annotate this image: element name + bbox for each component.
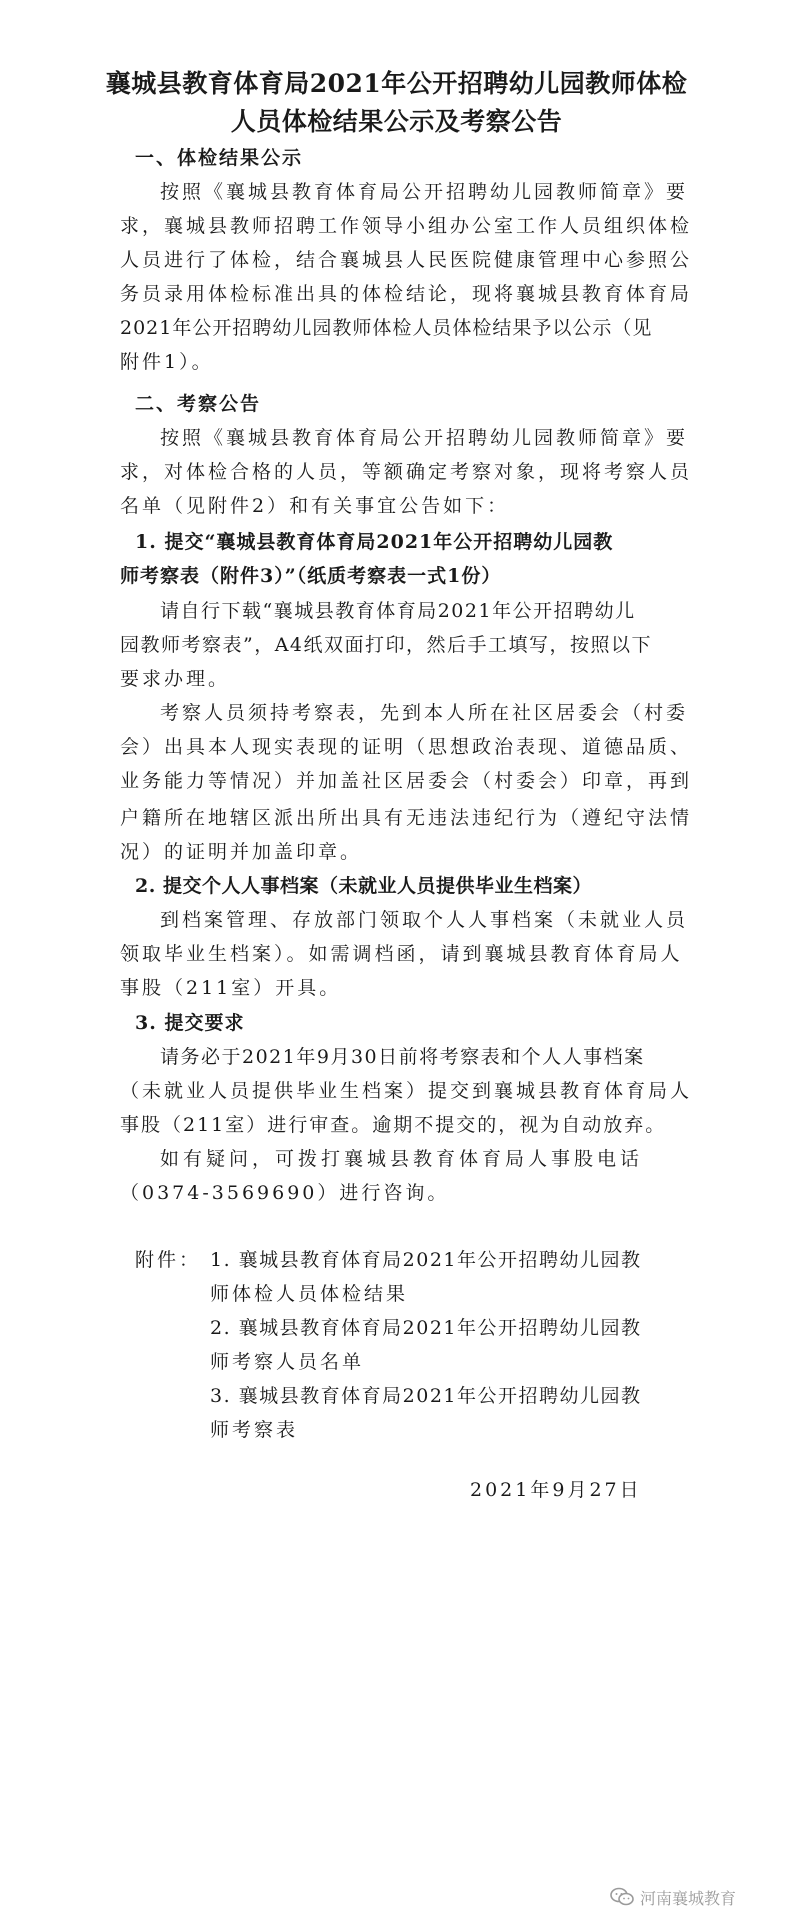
- attachment-item-3: 3. 襄城县教育体育局2021年公开招聘幼儿园教: [210, 1385, 642, 1407]
- section-1-line: 求，襄城县教师招聘工作领导小组办公室工作人员组织体检: [120, 215, 693, 237]
- watermark: [610, 1882, 736, 1912]
- attachment-item-1: 1. 襄城县教育体育局2021年公开招聘幼儿园教: [210, 1249, 642, 1271]
- item-1-paragraph-2-line: 会）出具本人现实表现的证明（思想政治表现、道德品质、: [120, 736, 693, 758]
- document-date: 2021年9月27日: [470, 1479, 642, 1501]
- section-2-intro-line: 名单（见附件2）和有关事宜公告如下：: [120, 495, 510, 517]
- item-1-paragraph-2-line: 业务能力等情况）并加盖社区居委会（村委会）印章，再到: [120, 770, 693, 792]
- wechat-icon: [610, 1887, 634, 1907]
- item-1-paragraph-1-line: 要求办理。: [120, 668, 231, 690]
- attachment-item-2: 师考察人员名单: [210, 1351, 365, 1373]
- item-2-paragraph-line: 领取毕业生档案）。如需调档函，请到襄城县教育体育局人: [120, 943, 683, 965]
- item-1-paragraph-2-line: 户籍所在地辖区派出所出具有无违法违纪行为（遵纪守法情: [120, 807, 693, 829]
- item-2-heading: 2. 提交个人人事档案（未就业人员提供毕业生档案）: [135, 875, 592, 897]
- item-1-heading: 1. 提交“襄城县教育体育局2021年公开招聘幼儿园教: [135, 531, 614, 553]
- item-1-paragraph-2-line: 考察人员须持考察表，先到本人所在社区居委会（村委: [160, 702, 689, 724]
- item-1-paragraph-1-line: 园教师考察表”，A4纸双面打印，然后手工填写，按照以下: [120, 634, 653, 656]
- document-title-line-1: 襄城县教育体育局2021年公开招聘幼儿园教师体检: [105, 69, 688, 98]
- attachment-item-2: 2. 襄城县教育体育局2021年公开招聘幼儿园教: [210, 1317, 642, 1339]
- item-2-paragraph-line: 到档案管理、存放部门领取个人人事档案（未就业人员: [160, 909, 689, 931]
- attachment-item-1: 师体检人员体检结果: [210, 1283, 409, 1305]
- item-3-paragraph-line: （未就业人员提供毕业生档案）提交到襄城县教育体育局人: [120, 1080, 693, 1102]
- item-1-heading: 师考察表（附件3）”（纸质考察表一式1份）: [120, 565, 502, 587]
- section-1-line: 务员录用体检标准出具的体检结论，现将襄城县教育体育局: [120, 283, 693, 305]
- item-1-paragraph-2-line: 况）的证明并加盖印章。: [120, 841, 363, 863]
- item-1-paragraph-1-line: 请自行下载“襄城县教育体育局2021年公开招聘幼儿: [160, 600, 636, 622]
- section-1-line: 2021年公开招聘幼儿园教师体检人员体检结果予以公示（见: [120, 317, 653, 339]
- item-3-heading: 3. 提交要求: [135, 1012, 245, 1034]
- contact-line: 如有疑问，可拨打襄城县教育体育局人事股电话: [160, 1148, 644, 1170]
- attachment-item-3: 师考察表: [210, 1419, 299, 1441]
- watermark-text: 河南襄城教育: [640, 1888, 737, 1908]
- section-2-intro-line: 求，对体检合格的人员，等额确定考察对象，现将考察人员: [120, 461, 693, 483]
- section-2-intro-line: 按照《襄城县教育体育局公开招聘幼儿园教师简章》要: [160, 427, 689, 449]
- section-1-line: 附件1）。: [120, 351, 214, 373]
- section-2-heading: 二、考察公告: [135, 393, 262, 415]
- document-title-line-2: 人员体检结果公示及考察公告: [230, 107, 563, 136]
- attachments-label: 附件：: [135, 1249, 202, 1271]
- item-3-paragraph-line: 请务必于2021年9月30日前将考察表和个人人事档案: [160, 1046, 645, 1068]
- section-1-heading: 一、体检结果公示: [135, 147, 304, 169]
- item-3-paragraph-line: 事股（211室）进行审查。逾期不提交的，视为自动放弃。: [120, 1114, 667, 1136]
- contact-line: （0374-3569690）进行咨询。: [120, 1182, 450, 1204]
- item-2-paragraph-line: 事股（211室）开具。: [120, 977, 342, 999]
- section-1-line: 人员进行了体检，结合襄城县人民医院健康管理中心参照公: [120, 249, 693, 271]
- section-1-line: 按照《襄城县教育体育局公开招聘幼儿园教师简章》要: [160, 181, 689, 203]
